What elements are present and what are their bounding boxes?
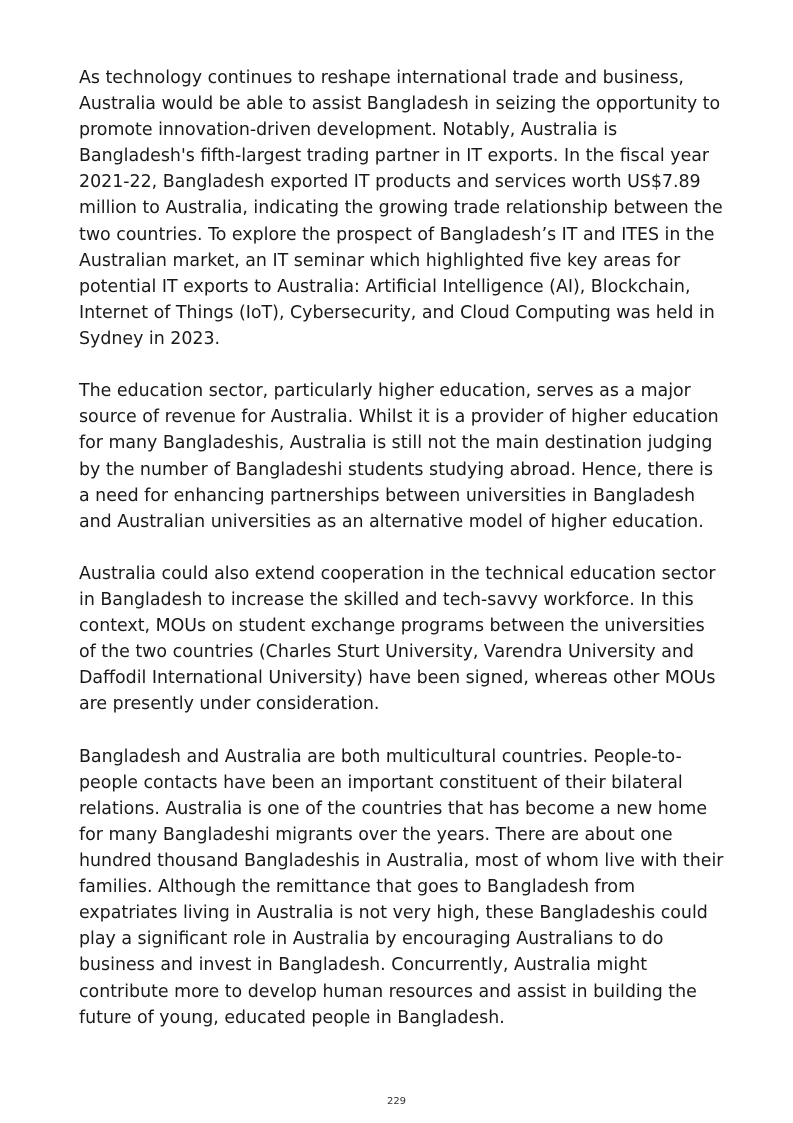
body-text (79, 65, 724, 1057)
paragraph-technical-education: Australia could also extend cooperation in the technical education sector in Bangladesh to increase the skilled and tech-savvy workforce. In this context, MOUs on student exchange programs between the universities of the two countries (Charles Sturt University, Varendra University and Daffodil International University) have been signed, whereas other MOUs are presently under consideration. (79, 563, 716, 715)
paragraph-people-to-people: Bangladesh and Australia are both multicultural countries. People-to-people contacts have been an important constituent of their bilateral relations. Australia is one of the countries that has become a new home for many Bangladeshi migrants over the years. There are about one hundred thousand Bangladeshis in Australia, most of whom live with their families. Although the remittance that goes to Bangladesh from expatriates living in Australia is not very high, these Bangladeshis could play a significant role in Australia by encouraging Australians to do business and invest in Bangladesh. Concurrently, Australia might contribute more to develop human resources and assist in building the future of young, educated people in Bangladesh. (79, 746, 724, 1028)
paragraph-higher-education: The education sector, particularly higher education, serves as a major source of revenue for Australia. Whilst it is a provider of higher education for many Bangladeshis, Australia is still not the main destination judging by the number of Bangladeshi students studying abroad. Hence, there is a need for enhancing partnerships between universities in Bangladesh and Australian universities as an alternative model of higher education. (79, 381, 719, 532)
page-number: 229 (386, 1096, 407, 1107)
paragraph-it-exports: As technology continues to reshape international trade and business, Australia would be able to assist Bangladesh in seizing the opportunity to promote innovation-driven development. Notably, Australia is Bangladesh's fifth-largest trading partner in IT exports. In the fiscal year 2021-22, Bangladesh exported IT products and services worth US$7.89 million to Australia, indicating the growing trade relationship between the two countries. To explore the prospect of Bangladesh’s IT and ITES in the Australian market, an IT seminar which highlighted five key areas for potential IT exports to Australia: Artificial Intelligence (AI), Blockchain, Internet of Things (IoT), Cybersecurity, and Cloud Computing was held in Sydney in 2023. (79, 68, 723, 349)
